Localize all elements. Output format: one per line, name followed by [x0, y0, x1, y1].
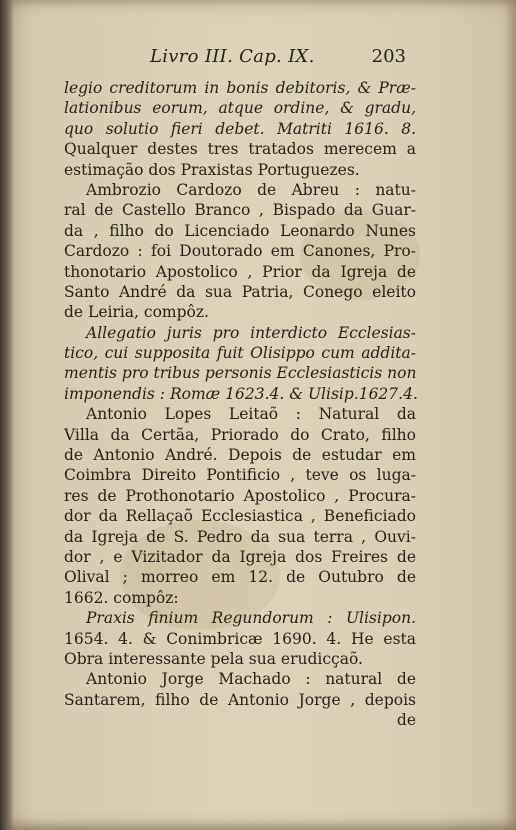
running-head: Livro III. Cap. IX. — [150, 46, 315, 67]
page-header — [150, 46, 406, 74]
text-line: Coimbra Direito Pontificio , teve os luga- — [64, 466, 416, 485]
text-line: estimação dos Praxistas Portuguezes. — [64, 160, 360, 179]
text-line: dor , e Vizitador da Igreja dos Freires de — [64, 547, 416, 566]
text-line: Antonio Jorge Machado : natural de — [86, 670, 416, 689]
text-line: ral de Castello Branco , Bispado da Guar- — [64, 201, 416, 220]
text-line: Santo André da sua Patria, Conego eleito — [64, 282, 416, 301]
text-line: 1654. 4. & Conimbricæ 1690. 4. He esta — [64, 629, 416, 648]
page-number: 203 — [371, 46, 406, 67]
text-line: imponendis : Romæ 1623.4. & Ulisip.1627.4. — [64, 384, 418, 403]
text-line: Praxis finium Regundorum : Ulisipon. — [86, 609, 416, 628]
text-line: legio creditorum in bonis debitoris, & Præ- — [64, 79, 416, 97]
text-line: thonotario Apostolico , Prior da Igreja de — [64, 262, 416, 281]
text-line: Antonio Lopes Leitaõ : Natural da — [86, 405, 416, 424]
book-spine-shadow — [0, 0, 14, 830]
text-line: Ambrozio Cardozo de Abreu : natu- — [86, 180, 416, 199]
text-line: Qualquer destes tres tratados merecem a — [64, 140, 416, 159]
text-line: Santarem, filho de Antonio Jorge , depois — [64, 690, 416, 709]
text-line: quo solutio fieri debet. Matriti 1616. 8. — [64, 119, 416, 138]
text-line: 1662. compôz: — [64, 588, 179, 607]
text-line: da , filho do Licenciado Leonardo Nunes — [64, 221, 416, 240]
text-line: Obra interessante pela sua erudicçaõ. — [64, 649, 363, 668]
body-text — [64, 78, 416, 731]
text-line: Allegatio juris pro interdicto Ecclesias- — [86, 323, 416, 342]
text-line: Olival ; morreo em 12. de Outubro de — [64, 568, 416, 587]
text-line: Villa da Certãa, Priorado do Crato, filho — [64, 425, 416, 444]
text-line: Cardozo : foi Doutorado em Canones, Pro- — [64, 242, 416, 261]
text-line: res de Prothonotario Apostolico , Procura- — [64, 486, 416, 505]
text-line: de Leiria, compôz. — [64, 303, 209, 322]
text-line: lationibus eorum, atque ordine, & gradu, — [64, 99, 416, 118]
text-line: dor da Rellaçaõ Ecclesiastica , Beneficiado — [64, 507, 416, 526]
catchword: de — [396, 711, 416, 730]
text-line: mentis pro tribus personis Ecclesiasticis non — [64, 364, 417, 383]
text-line: de Antonio André. Depois de estudar em — [64, 446, 416, 465]
text-line: da Igreja de S. Pedro da sua terra , Ouvi- — [64, 527, 416, 546]
text-line: tico, cui supposita fuit Olisippo cum addita- — [64, 344, 416, 363]
